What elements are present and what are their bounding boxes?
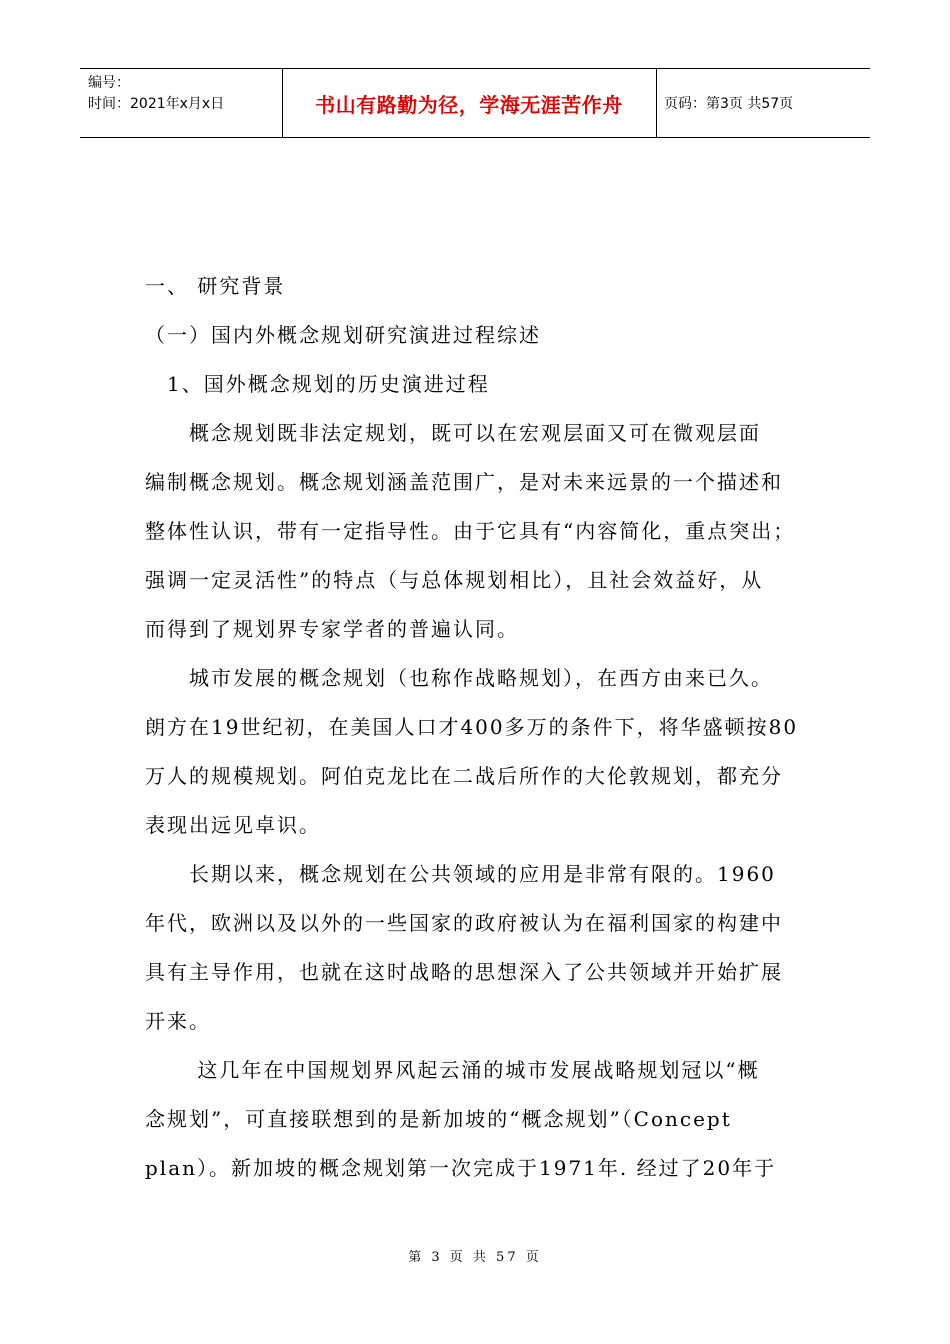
text-line: 编制概念规划。概念规划涵盖范围广，是对未来远景的一个描述和 [145,470,783,494]
text-line: （一）国内外概念规划研究演进过程综述 [145,323,541,347]
document-body [145,262,810,1193]
header-divider [656,69,657,137]
text-line: 概念规划既非法定规划，既可以在宏观层面又可在微观层面 [145,421,761,445]
text-line: 城市发展的概念规划（也称作战略规划），在西方由来已久。 [145,666,773,690]
text-line: 年代，欧洲以及以外的一些国家的政府被认为在福利国家的构建中 [145,911,783,935]
page-footer: 第 3 页 共 57 页 [408,1250,542,1265]
text-line: 万人的规模规划。阿伯克龙比在二战后所作的大伦敦规划，都充分 [145,764,783,788]
text-line: 这几年在中国规划界风起云涌的城市发展战略规划冠以“概 [145,1058,760,1082]
text-line: 具有主导作用，也就在这时战略的思想深入了公共领域并开始扩展 [145,960,783,984]
text-line: 强调一定灵活性”的特点（与总体规划相比），且社会效益好，从 [145,568,764,592]
text-line: 整体性认识，带有一定指导性。由于它具有“内容简化，重点突出； [145,519,796,543]
text-line: 1、国外概念规划的历史演进过程 [145,372,490,396]
text-line: 念规划”，可直接联想到的是新加坡的“概念规划”（Concept [145,1107,732,1131]
time-label: 时间：2021年x月x日 [88,96,225,112]
text-line: plan）。新加坡的概念规划第一次完成于1971年. 经过了20年于 [145,1156,777,1180]
page-header [80,68,870,138]
page-info: 页码：第3页 共57页 [664,96,794,112]
text-line: 开来。 [145,1009,211,1033]
header-motto: 书山有路勤为径，学海无涯苦作舟 [315,92,623,117]
text-line: 表现出远见卓识。 [145,813,321,837]
header-left [88,73,224,115]
text-line: 长期以来，概念规划在公共领域的应用是非常有限的。1960 [145,862,776,886]
text-line: 一、 研究背景 [145,274,286,298]
number-label: 编号： [88,75,130,91]
text-line: 朗方在19世纪初，在美国人口才400多万的条件下，将华盛顿按80 [145,715,799,739]
text-line: 而得到了规划界专家学者的普遍认同。 [145,617,519,641]
